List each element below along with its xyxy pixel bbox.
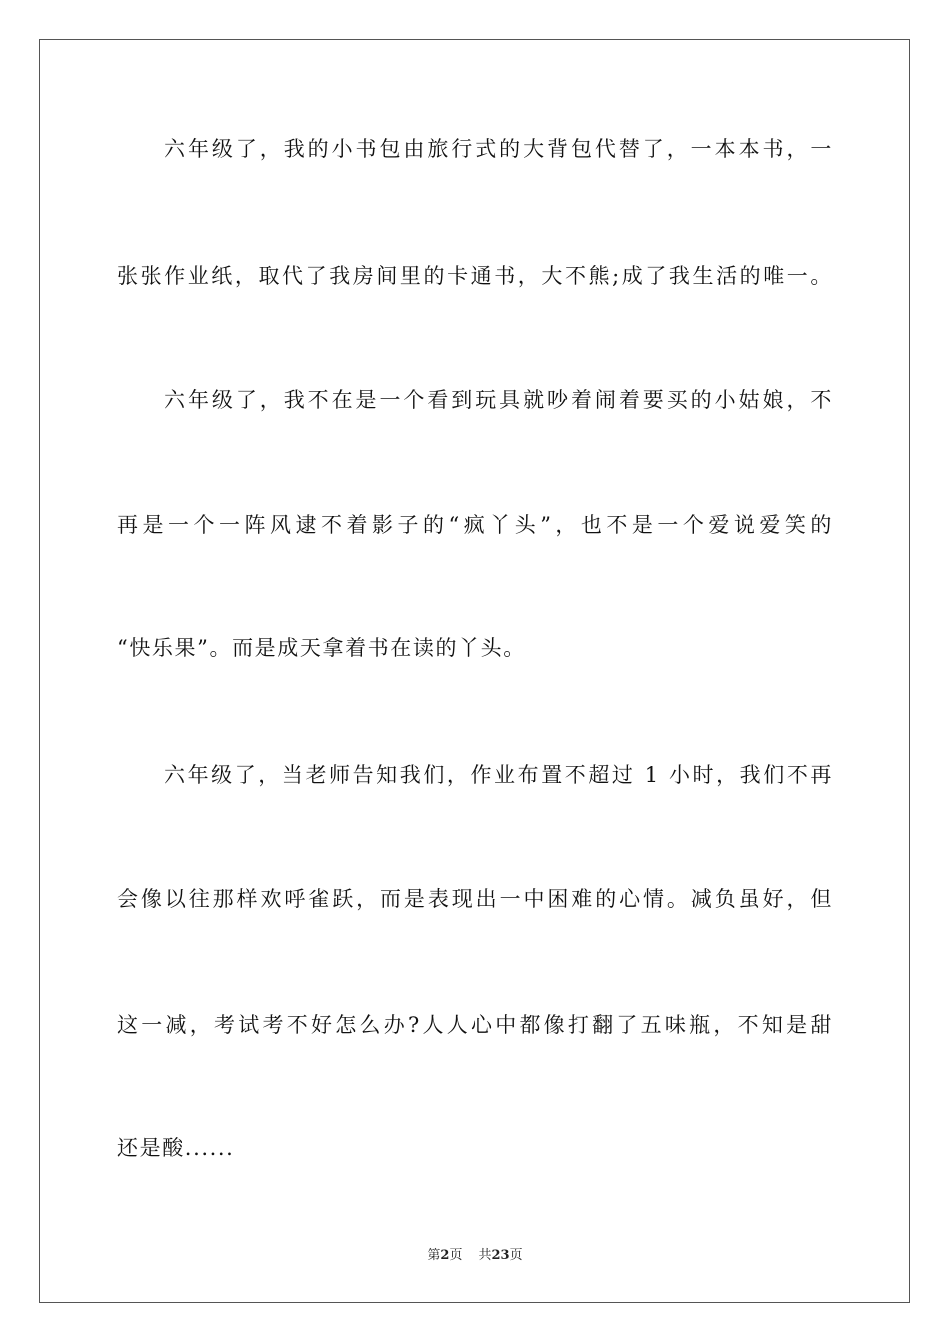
footer-total-prefix: 共 [478,1248,492,1263]
footer-total-suffix: 页 [509,1248,523,1263]
paragraph-3-line-1: 六年级了，当老师告知我们，作业布置不超过 1 小时，我们不再 [164,763,833,787]
paragraph-2-line-1: 六年级了，我不在是一个看到玩具就吵着闹着要买的小姑娘，不 [164,388,833,412]
page-border [39,39,910,1303]
footer-total-number: 23 [491,1248,510,1263]
paragraph-3-line-4: 还是酸...... [117,1136,235,1160]
paragraph-3-line-2: 会像以往那样欢呼雀跃，而是表现出一中困难的心情。减负虽好，但 [117,887,833,911]
paragraph-1-line-1: 六年级了，我的小书包由旅行式的大背包代替了，一本本书，一 [164,137,833,161]
footer-page-suffix: 页 [449,1248,463,1263]
footer-page-number: 2 [440,1248,450,1263]
paragraph-2-line-3: “快乐果”。而是成天拿着书在读的丫头。 [117,636,526,660]
footer-page-prefix: 第 [427,1248,441,1263]
paragraph-1-line-2: 张张作业纸，取代了我房间里的卡通书，大不熊;成了我生活的唯一。 [117,264,833,288]
page-footer [0,1247,950,1265]
paragraph-3-line-3: 这一减，考试考不好怎么办?人人心中都像打翻了五味瓶，不知是甜 [117,1013,833,1037]
paragraph-2-line-2: 再是一个一阵风逮不着影子的“疯丫头”，也不是一个爱说爱笑的 [117,513,833,537]
